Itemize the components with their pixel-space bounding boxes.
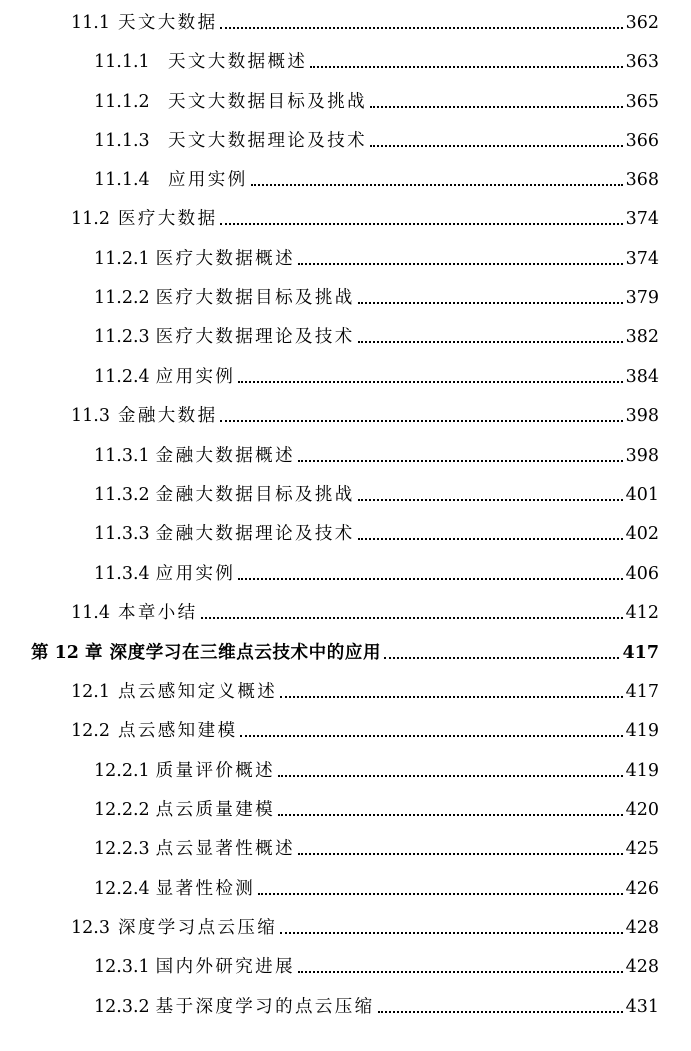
toc-entry-11-2-3[interactable] (94, 320, 659, 348)
page-number: 426 (625, 879, 659, 899)
toc-entry-11-2-4[interactable] (94, 360, 659, 388)
page-number: 362 (625, 13, 659, 33)
section-number: 11.3.4 (94, 564, 150, 584)
section-number: 11.2.3 (94, 327, 150, 347)
section-number: 11.2.1 (94, 249, 150, 269)
section-number: 12.3.2 (94, 997, 150, 1017)
dot-leader (280, 932, 622, 934)
section-title: 点云感知定义概述 (117, 682, 278, 702)
page-number: 425 (625, 839, 659, 859)
page-number: 412 (625, 603, 659, 623)
toc-entry-12-3-1[interactable] (94, 950, 659, 978)
dot-leader (298, 460, 623, 462)
section-title: 医疗大数据目标及挑战 (155, 288, 355, 308)
toc-entry-11-2-1[interactable] (94, 242, 659, 270)
page-number: 379 (625, 288, 659, 308)
section-title: 应用实例 (155, 367, 236, 387)
toc-entry-11-3-4[interactable] (94, 557, 659, 585)
dot-leader (201, 617, 623, 619)
section-number: 12.2 (71, 721, 110, 741)
page-number: 365 (625, 92, 659, 112)
section-title: 显著性检测 (155, 879, 256, 899)
toc-entry-11-1-4[interactable] (94, 163, 659, 191)
section-title: 金融大数据理论及技术 (155, 524, 355, 544)
page-number: 401 (625, 485, 659, 505)
page-number: 368 (625, 170, 659, 190)
page-number: 398 (625, 406, 659, 426)
section-number: 11.2.4 (94, 367, 150, 387)
dot-leader (220, 223, 622, 225)
chapter-title: 深度学习在三维点云技术中的应用 (109, 643, 382, 663)
page-number: 366 (625, 131, 659, 151)
section-title: 基于深度学习的点云压缩 (155, 997, 375, 1017)
section-title: 应用实例 (155, 564, 236, 584)
dot-leader (358, 302, 623, 304)
section-title: 医疗大数据概述 (155, 249, 295, 269)
page-number: 374 (625, 249, 659, 269)
page-number: 419 (625, 761, 659, 781)
page-number: 384 (625, 367, 659, 387)
toc-entry-12-2-4[interactable] (94, 872, 659, 900)
section-number: 11.2 (71, 209, 110, 229)
toc-entry-11-1[interactable] (71, 6, 659, 34)
section-title: 质量评价概述 (155, 761, 276, 781)
toc-entry-11-3-3[interactable] (94, 517, 659, 545)
dot-leader (358, 538, 623, 540)
toc-entry-12-1[interactable] (71, 675, 659, 703)
dot-leader (278, 814, 623, 816)
toc-entry-11-1-1[interactable] (94, 45, 659, 73)
toc-entry-11-3-2[interactable] (94, 478, 659, 506)
section-number: 11.3.3 (94, 524, 150, 544)
chapter-number: 第 12 章 (31, 643, 103, 663)
section-number: 11.2.2 (94, 288, 150, 308)
dot-leader (384, 657, 619, 659)
section-title: 点云感知建模 (117, 721, 238, 741)
section-number: 11.1.3 (94, 131, 150, 151)
section-number: 12.3 (71, 918, 110, 938)
toc-entry-12-2-1[interactable] (94, 754, 659, 782)
page-number: 431 (625, 997, 659, 1017)
dot-leader (280, 696, 622, 698)
dot-leader (220, 420, 622, 422)
dot-leader (240, 735, 622, 737)
toc-entry-11-1-3[interactable] (94, 124, 659, 152)
section-title: 天文大数据理论及技术 (168, 131, 367, 151)
section-number: 11.3.2 (94, 485, 150, 505)
section-number: 11.1.4 (94, 170, 150, 190)
dot-leader (238, 381, 622, 383)
section-title: 深度学习点云压缩 (117, 918, 278, 938)
section-number: 11.3.1 (94, 446, 150, 466)
dot-leader (238, 578, 622, 580)
section-title: 医疗大数据 (117, 209, 218, 229)
section-number: 12.2.2 (94, 800, 150, 820)
section-number: 12.2.4 (94, 879, 150, 899)
toc-entry-11-2[interactable] (71, 202, 659, 230)
section-number: 12.1 (71, 682, 110, 702)
page-number: 420 (625, 800, 659, 820)
section-number: 11.1 (71, 13, 110, 33)
section-title: 金融大数据概述 (155, 446, 295, 466)
section-title: 医疗大数据理论及技术 (155, 327, 355, 347)
page-number: 428 (625, 918, 659, 938)
dot-leader (220, 27, 622, 29)
page-number: 363 (625, 52, 659, 72)
dot-leader (370, 145, 623, 147)
toc-entry-11-3[interactable] (71, 399, 659, 427)
section-number: 11.3 (71, 406, 110, 426)
page-number: 374 (625, 209, 659, 229)
toc-entry-12-2[interactable] (71, 714, 659, 742)
section-title: 点云显著性概述 (155, 839, 295, 859)
dot-leader (370, 106, 623, 108)
toc-entry-11-3-1[interactable] (94, 439, 659, 467)
page-number: 419 (625, 721, 659, 741)
toc-entry-12-3-2[interactable] (94, 990, 659, 1018)
dot-leader (298, 853, 623, 855)
page-number: 402 (625, 524, 659, 544)
dot-leader (310, 66, 622, 68)
section-title: 天文大数据 (117, 13, 218, 33)
section-number: 12.2.1 (94, 761, 150, 781)
dot-leader (358, 499, 623, 501)
dot-leader (298, 263, 623, 265)
section-number: 11.1.2 (94, 92, 150, 112)
section-title: 应用实例 (168, 170, 248, 190)
dot-leader (258, 893, 622, 895)
toc-entry-12-2-3[interactable] (94, 832, 659, 860)
section-title: 金融大数据 (117, 406, 218, 426)
section-title: 天文大数据概述 (168, 52, 308, 72)
toc-entry-11-2-2[interactable] (94, 281, 659, 309)
section-title: 本章小结 (117, 603, 198, 623)
dot-leader (378, 1011, 623, 1013)
section-number: 12.2.3 (94, 839, 150, 859)
page-number: 406 (625, 564, 659, 584)
section-number: 11.1.1 (94, 52, 150, 72)
toc-entry-chapter-12[interactable] (31, 636, 659, 664)
section-title: 点云质量建模 (155, 800, 276, 820)
page-number: 382 (625, 327, 659, 347)
page-number: 398 (625, 446, 659, 466)
dot-leader (278, 775, 623, 777)
section-title: 天文大数据目标及挑战 (168, 92, 367, 112)
toc-entry-11-4[interactable] (71, 596, 659, 624)
toc-entry-12-3[interactable] (71, 911, 659, 939)
page-number: 417 (625, 682, 659, 702)
section-title: 金融大数据目标及挑战 (155, 485, 355, 505)
section-number: 12.3.1 (94, 957, 150, 977)
toc-entry-12-2-2[interactable] (94, 793, 659, 821)
section-title: 国内外研究进展 (155, 957, 295, 977)
dot-leader (251, 184, 623, 186)
dot-leader (358, 341, 623, 343)
toc-entry-11-1-2[interactable] (94, 85, 659, 113)
page-number: 417 (622, 643, 659, 663)
dot-leader (298, 971, 623, 973)
page-number: 428 (625, 957, 659, 977)
section-number: 11.4 (71, 603, 110, 623)
